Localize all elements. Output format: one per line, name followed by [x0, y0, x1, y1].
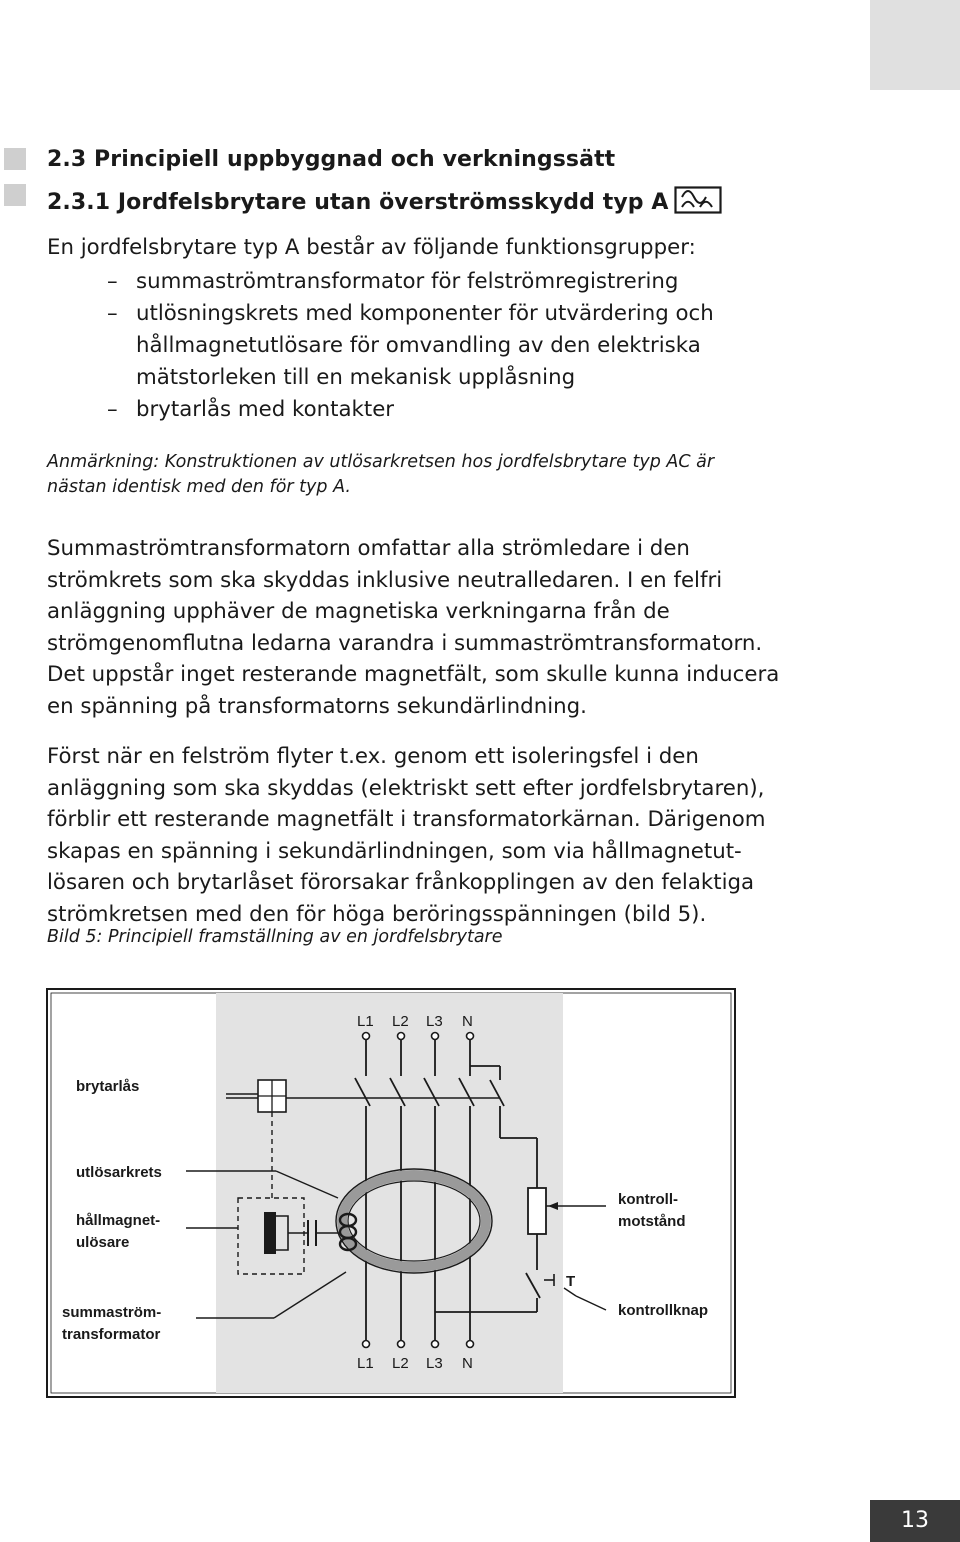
paragraph-fault-current [47, 741, 827, 930]
list-dash: – [107, 301, 118, 326]
label-kontroll-1: kontroll- [618, 1191, 678, 1208]
intro-text: En jordfelsbrytare typ A består av följande funktionsgrupper: [47, 235, 696, 260]
section-marker [4, 148, 26, 170]
corner-tab [870, 0, 960, 90]
text-line: strömkretsen med den för höga beröringsspänningen (bild 5). [47, 901, 707, 927]
terminal-label-bottom: L2 [392, 1355, 409, 1372]
list-item-line: hållmagnetutlösare för omvandling av den elektriska [136, 333, 701, 358]
text-line: Det uppstår inget resterande magnetfält, som skulle kunna inducera [47, 662, 780, 687]
text-line: lösaren och brytarlåset förorsakar frånkopplingen av den felaktiga [47, 870, 755, 895]
label-summastrom-1: summaström- [62, 1304, 162, 1321]
device-housing [216, 993, 563, 1393]
subsection-marker [4, 184, 26, 206]
rcd-schematic-figure [46, 988, 736, 1398]
text-line: anläggning upphäver de magnetiska verkningarna från de [47, 599, 670, 624]
list-item [47, 266, 796, 298]
subsection-heading: 2.3.1 Jordfelsbrytare utan överströmsskydd typ A [47, 190, 669, 215]
list-dash: – [107, 269, 118, 294]
switch-latch [258, 1080, 286, 1112]
text-line: Summaströmtransformatorn omfattar alla strömledare i den [47, 536, 690, 561]
note-line: nästan identisk med den för typ A. [47, 477, 351, 497]
label-summastrom-2: transformator [62, 1326, 161, 1343]
function-group-list [47, 266, 796, 426]
label-brytarlas: brytarlås [76, 1078, 140, 1095]
terminal-label-top: N [462, 1013, 473, 1030]
terminal-label-bottom: L3 [426, 1355, 443, 1372]
list-item-line: brytarlås med kontakter [136, 397, 395, 422]
label-utlosarkrets: utlösarkrets [76, 1164, 162, 1181]
test-resistor [528, 1188, 546, 1234]
label-hallmagnet-1: hållmagnet- [76, 1212, 161, 1229]
label-hallmagnet-2: ulösare [76, 1234, 130, 1251]
text-line: en spänning på transformatorns sekundärlindning. [47, 693, 587, 719]
terminal-label-top: L3 [426, 1013, 443, 1030]
page-number: 13 [870, 1500, 960, 1542]
remark-note [47, 450, 847, 500]
list-item-line: summaströmtransformator för felströmregistrering [136, 269, 679, 294]
list-item-line: mätstorleken till en mekanisk upplåsning [136, 365, 576, 390]
test-button-label: T [566, 1273, 576, 1290]
note-line: Anmärkning: Konstruktionen av utlösarkretsen hos jordfelsbrytare typ AC är [47, 452, 715, 472]
label-kontrollknap: kontrollknap [618, 1302, 709, 1319]
list-dash: – [107, 397, 118, 422]
section-heading: 2.3 Principiell uppbyggnad och verkningssätt [47, 147, 616, 172]
text-line: skapas en spänning i sekundärlindningen, som via hållmagnetut- [47, 838, 742, 864]
text-line: strömgenomflutna ledarna varandra i summaströmtransformatorn. [47, 630, 763, 656]
list-item [47, 394, 796, 426]
text-line: förblir ett resterande magnetfält i transformatorkärnan. Därigenom [47, 807, 766, 832]
list-item [47, 298, 796, 394]
holding-magnet [264, 1212, 276, 1254]
list-item-line: utlösningskrets med komponenter för utvärdering och [136, 301, 714, 326]
label-kontroll-2: motstånd [618, 1213, 686, 1230]
text-line: strömkrets som ska skyddas inklusive neutralledaren. I en felfri [47, 567, 723, 593]
terminal-label-bottom: N [462, 1355, 473, 1372]
text-line: anläggning som ska skyddas (elektriskt sett efter jordfelsbrytaren), [47, 775, 765, 801]
terminal-label-top: L1 [357, 1013, 374, 1030]
figure-caption: Bild 5: Principiell framställning av en jordfelsbrytare [47, 927, 503, 947]
ac-pulsating-dc-icon [674, 186, 722, 214]
terminal-label-top: L2 [392, 1013, 409, 1030]
terminal-label-bottom: L1 [357, 1355, 374, 1372]
paragraph-transformer [47, 533, 827, 722]
text-line: Först när en felström flyter t.ex. genom ett isoleringsfel i den [47, 744, 699, 769]
